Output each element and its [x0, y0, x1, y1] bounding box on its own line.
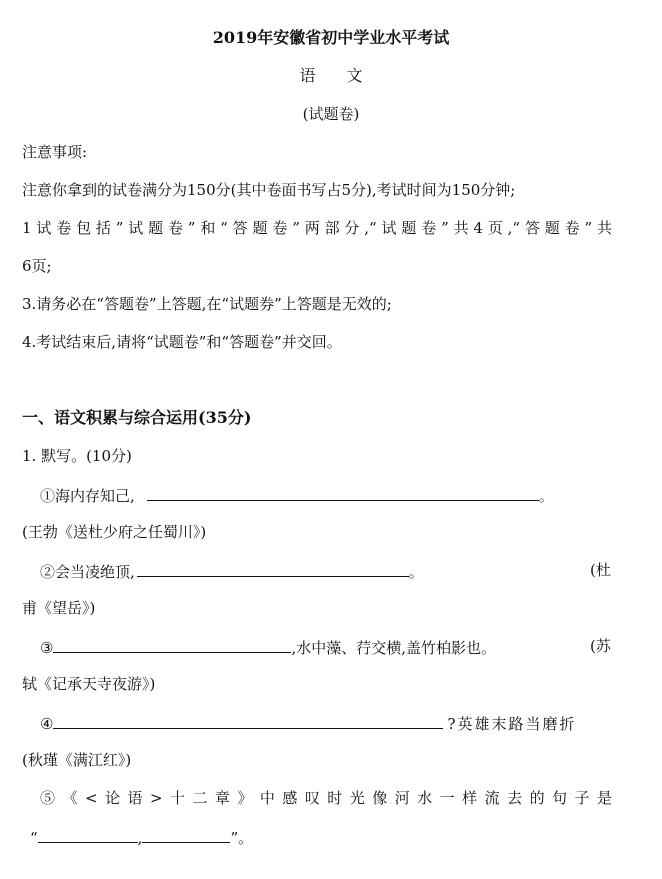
- q1-item-1: [40, 484, 554, 506]
- subject-label: 语 文: [299, 66, 363, 85]
- q1-item-5-answer: [30, 826, 253, 848]
- q1-item-5-blank-1[interactable]: [38, 826, 138, 843]
- q1-item-4-blank[interactable]: [53, 712, 443, 729]
- q1-item-2-source-start: (杜: [590, 561, 611, 579]
- q1-item-3: [40, 636, 496, 658]
- paper-type-label: (试题卷): [302, 105, 360, 123]
- exam-title: 2019年安徽省初中学业水平考试: [212, 28, 450, 47]
- question-1-label: 1. 默写。(10分): [22, 447, 132, 465]
- q1-item-5-text: ⑤《<论语>十二章》中感叹时光像河水一样流去的句子是: [40, 789, 612, 807]
- notes-heading: 注意事项:: [22, 143, 88, 161]
- note-line-1: 注意你拿到的试卷满分为150分(其中卷面书写占5分),考试时间为150分钟;: [22, 181, 516, 199]
- note-line-4: 3.请务必在“答题卷”上答题,在“试题券”上答题是无效的;: [22, 295, 392, 313]
- q1-item-4-source: (秋瑾《满江红》): [22, 751, 132, 769]
- note-line-3: 6页;: [22, 257, 52, 275]
- q1-item-5-close-quote: ”。: [230, 829, 254, 847]
- q1-item-2-source-end: 甫《望岳》): [22, 599, 96, 617]
- q1-item-1-blank[interactable]: [147, 484, 539, 501]
- q1-item-3-end: ,水中藻、荇交横,盖竹柏影也。: [291, 639, 496, 657]
- q1-item-1-end: 。: [538, 487, 554, 505]
- q1-item-2: [40, 560, 424, 582]
- q1-item-5-comma: ,: [137, 829, 143, 847]
- q1-item-2-end: 。: [408, 563, 424, 581]
- q1-item-3-source-start: (苏: [590, 637, 611, 655]
- section-1-heading: 一、语文积累与综合运用(35分): [22, 408, 252, 427]
- q1-item-2-prompt: ②会当凌绝顶,: [40, 563, 135, 581]
- q1-item-3-prompt: ③: [40, 639, 54, 657]
- note-line-5: 4.考试结束后,请将“试题卷”和“答题卷”并交回。: [22, 333, 342, 351]
- q1-item-4-end: ?英雄末路当磨折: [447, 715, 577, 733]
- q1-item-2-blank[interactable]: [137, 560, 409, 577]
- q1-item-5-open-quote: “: [30, 829, 38, 847]
- note-line-2: 1试卷包括”试题卷”和“答题卷”两部分,“试题卷”共4页,“答题卷”共: [22, 219, 612, 237]
- q1-item-3-source-end: 轼《记承天寺夜游》): [22, 675, 156, 693]
- q1-item-4-prompt: ④: [40, 715, 54, 733]
- q1-item-4: [40, 712, 577, 734]
- q1-item-1-source: (王勃《送杜少府之任蜀川》): [22, 523, 207, 541]
- q1-item-1-prompt: ①海内存知己,: [40, 487, 135, 505]
- q1-item-5-blank-2[interactable]: [142, 826, 230, 843]
- q1-item-3-blank[interactable]: [53, 636, 291, 653]
